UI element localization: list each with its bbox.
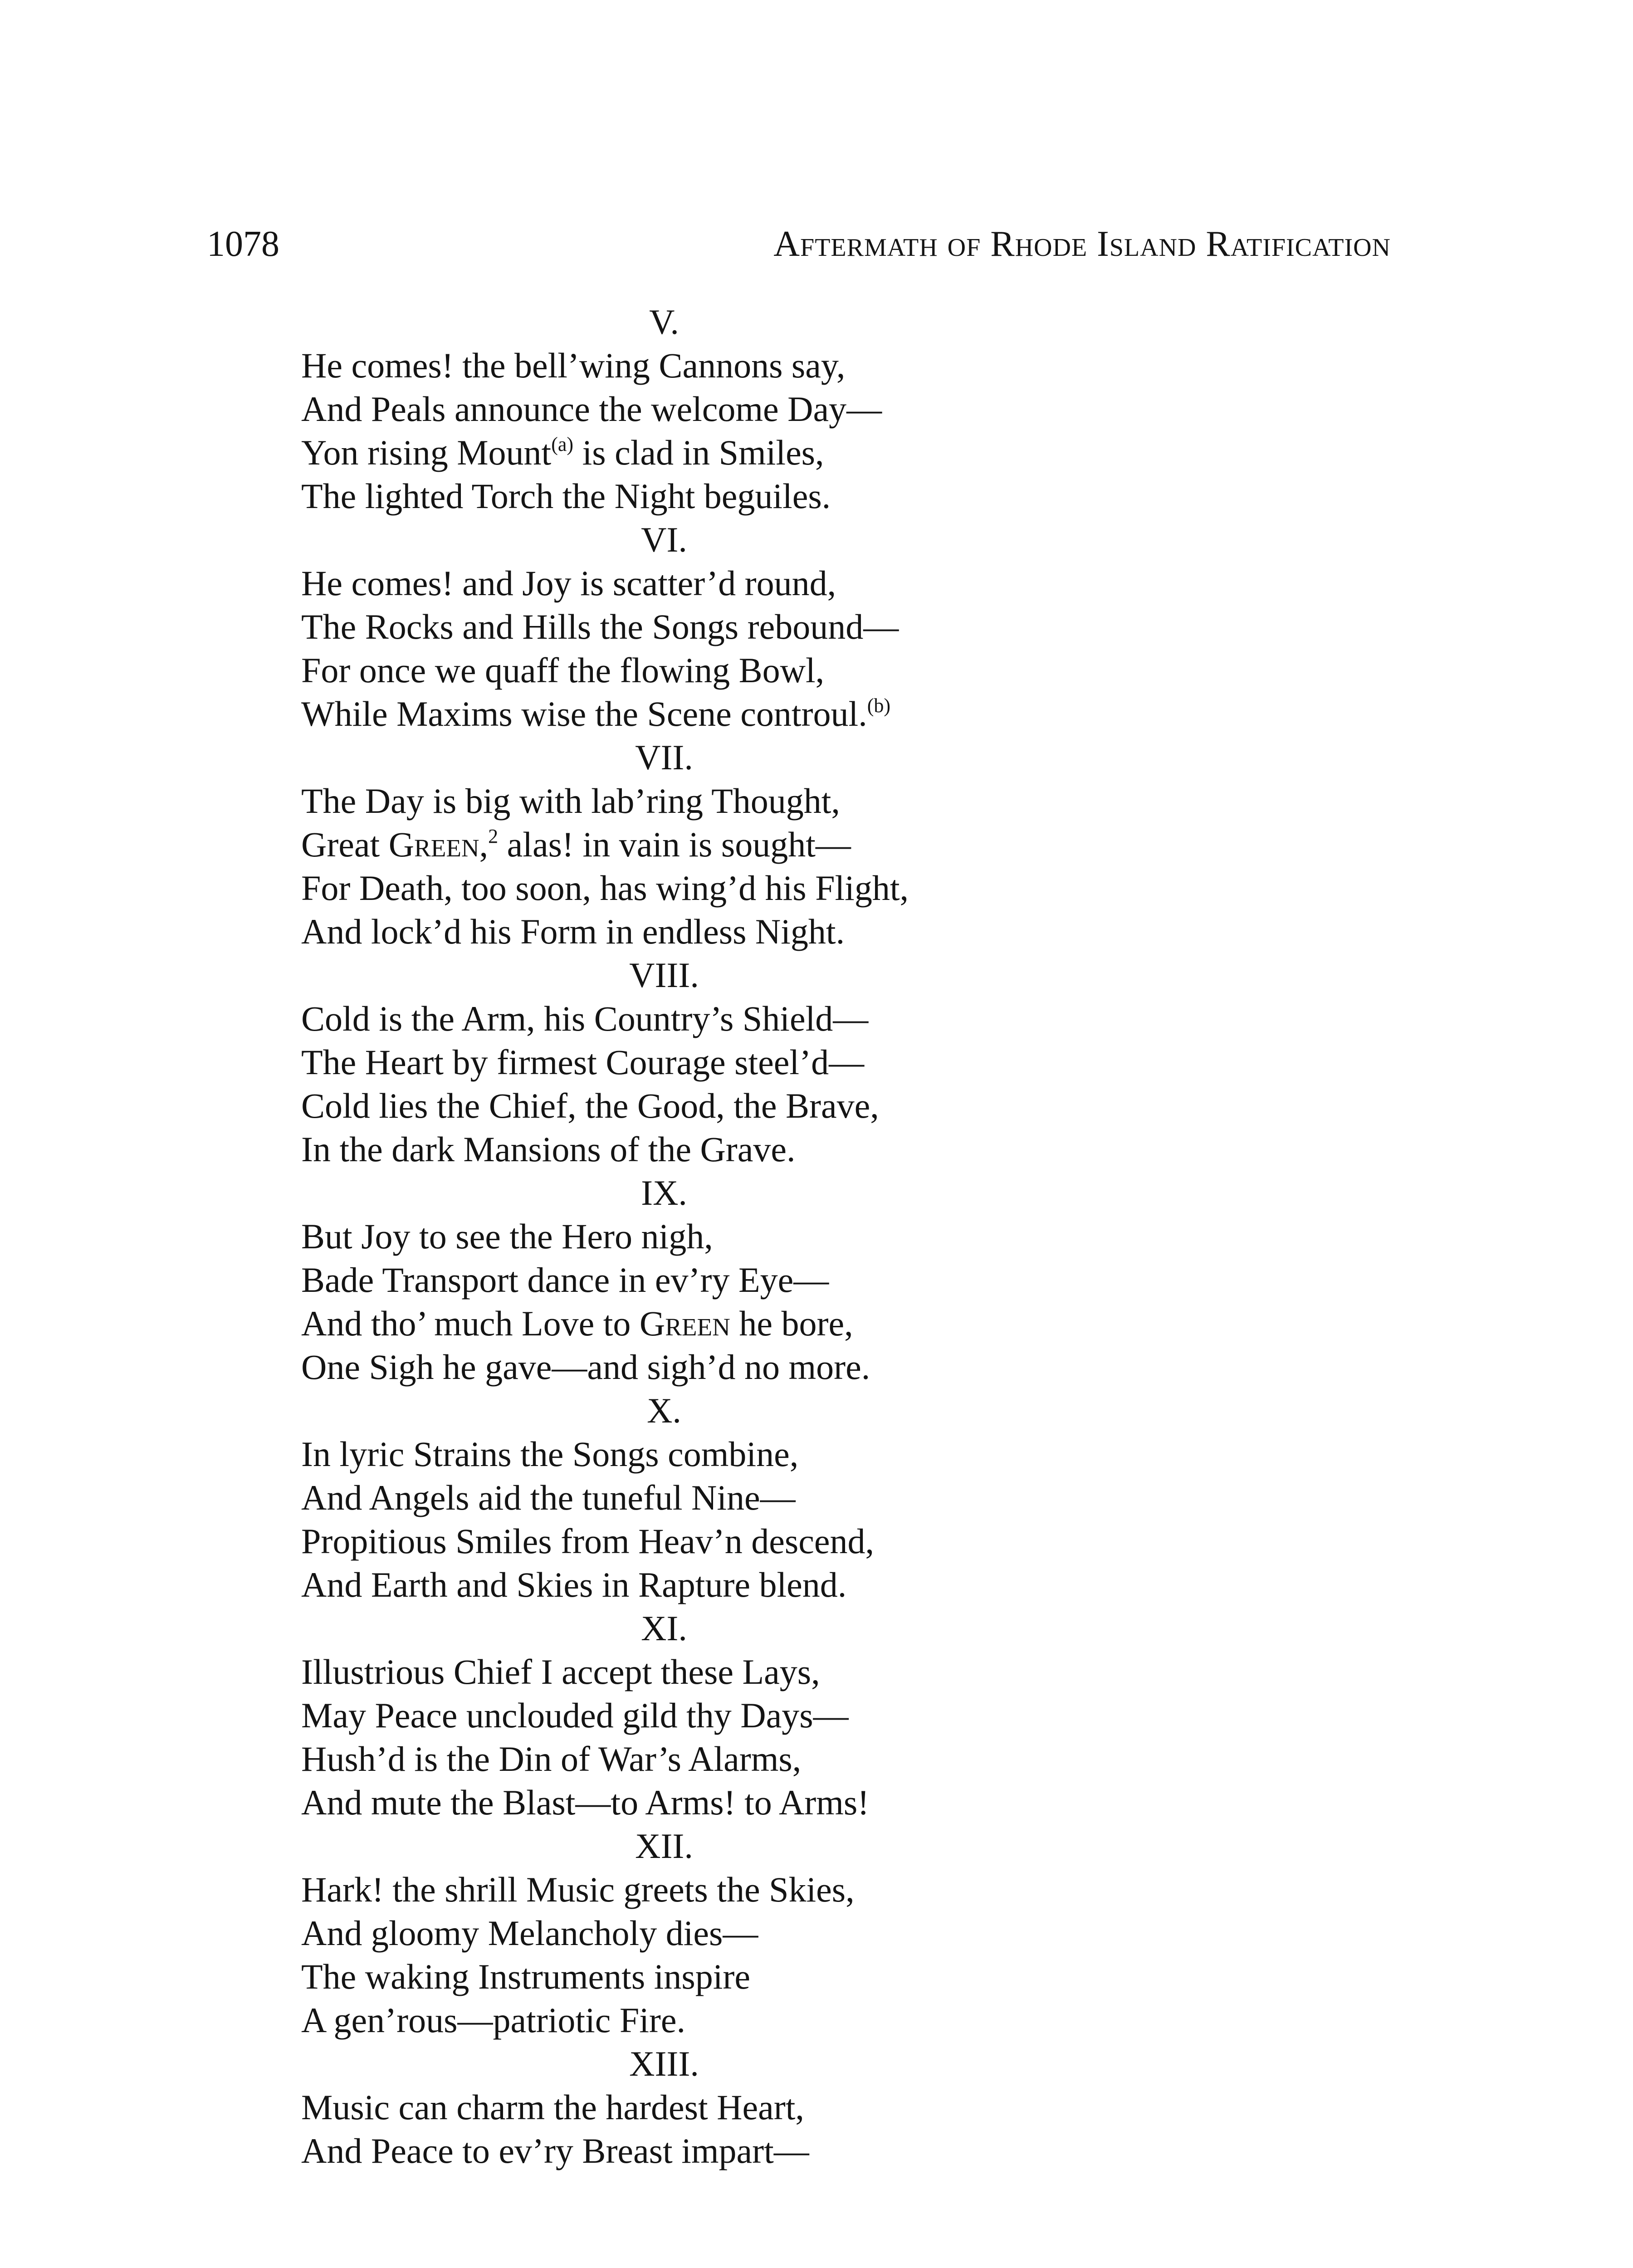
poem-line: Illustrious Chief I accept these Lays, [301, 1652, 820, 1691]
poem-line: And gloomy Melancholy dies— [301, 1913, 758, 1953]
stanza-number: X. [647, 1391, 681, 1430]
poem-line: And Peace to ev’ry Breast impart— [301, 2131, 809, 2170]
poem-line: And tho’ much Love to Green he bore, [301, 1304, 853, 1343]
poem-line: While Maxims wise the Scene controul.$^{(b)}$ [301, 694, 891, 733]
running-head: Aftermath of Rhode Island Ratification [773, 224, 1391, 264]
page-number: 1078 [207, 224, 279, 264]
poem-line: And Angels aid the tuneful Nine— [301, 1478, 796, 1517]
poem-line: Hush’d is the Din of War’s Alarms, [301, 1739, 802, 1779]
poem-line: But Joy to see the Hero nigh, [301, 1217, 713, 1256]
poem-line: The Day is big with lab’ring Thought, [301, 781, 840, 821]
stanza [301, 1607, 1027, 1824]
stanza [301, 300, 1027, 518]
stanza-number: V. [649, 302, 679, 342]
poem-line: Hark! the shrill Music greets the Skies, [301, 1870, 855, 1909]
poem-line: For once we quaff the flowing Bowl, [301, 650, 825, 690]
stanza [301, 1171, 1027, 1389]
footnote-marker: (a) [551, 433, 574, 455]
stanza [301, 953, 1027, 1171]
poem-line: The Rocks and Hills the Songs rebound— [301, 607, 899, 646]
poem-line: The Heart by firmest Courage steel’d— [301, 1042, 865, 1082]
stanza-number: VII. [635, 738, 693, 777]
poem-line: For Death, too soon, has wing’d his Flight, [301, 868, 909, 908]
stanza-number: XIII. [629, 2044, 699, 2083]
poem-line: He comes! the bell’wing Cannons say, [301, 346, 846, 385]
poem-line: In the dark Mansions of the Grave. [301, 1129, 796, 1169]
stanza [301, 1389, 1027, 1607]
poem-line: Cold lies the Chief, the Good, the Brave, [301, 1086, 879, 1125]
poem-line: Music can charm the hardest Heart, [301, 2087, 804, 2127]
name-green: Green [388, 825, 479, 864]
stanza-number: VI. [641, 520, 687, 559]
stanza [301, 2042, 1027, 2173]
poem-line: The waking Instruments inspire [301, 1957, 750, 1996]
stanza-number: XI. [641, 1608, 687, 1648]
poem-line: One Sigh he gave—and sigh’d no more. [301, 1347, 870, 1387]
poem [301, 300, 1027, 2173]
stanza [301, 518, 1027, 736]
poem-line: Bade Transport dance in ev’ry Eye— [301, 1260, 829, 1300]
poem-line: Propitious Smiles from Heav’n descend, [301, 1521, 874, 1561]
poem-line: Great Green,$^2$ alas! in vain is sought— [301, 825, 851, 864]
stanza-number: IX. [641, 1173, 687, 1212]
stanza-number: XII. [635, 1826, 693, 1866]
poem-line: Yon rising Mount$^{(a)}$ is clad in Smiles, [301, 433, 824, 472]
poem-line: A gen’rous—patriotic Fire. [301, 2000, 685, 2040]
poem-line: Cold is the Arm, his Country’s Shield— [301, 999, 869, 1038]
poem-line: In lyric Strains the Songs combine, [301, 1434, 799, 1474]
stanza [301, 1824, 1027, 2042]
poem-line: And Peals announce the welcome Day— [301, 389, 882, 429]
page-header [207, 217, 1391, 271]
name-green: Green [639, 1304, 730, 1343]
poem-line: May Peace unclouded gild thy Days— [301, 1696, 849, 1735]
poem-line: The lighted Torch the Night beguiles. [301, 476, 831, 516]
poem-line: He comes! and Joy is scatter’d round, [301, 563, 836, 603]
poem-line: And Earth and Skies in Rapture blend. [301, 1565, 847, 1604]
poem-line: And mute the Blast—to Arms! to Arms! [301, 1783, 870, 1822]
footnote-marker: 2 [488, 825, 499, 847]
stanza [301, 736, 1027, 953]
stanza-number: VIII. [629, 955, 699, 995]
footnote-marker: (b) [867, 694, 891, 717]
poem-line: And lock’d his Form in endless Night. [301, 912, 845, 951]
